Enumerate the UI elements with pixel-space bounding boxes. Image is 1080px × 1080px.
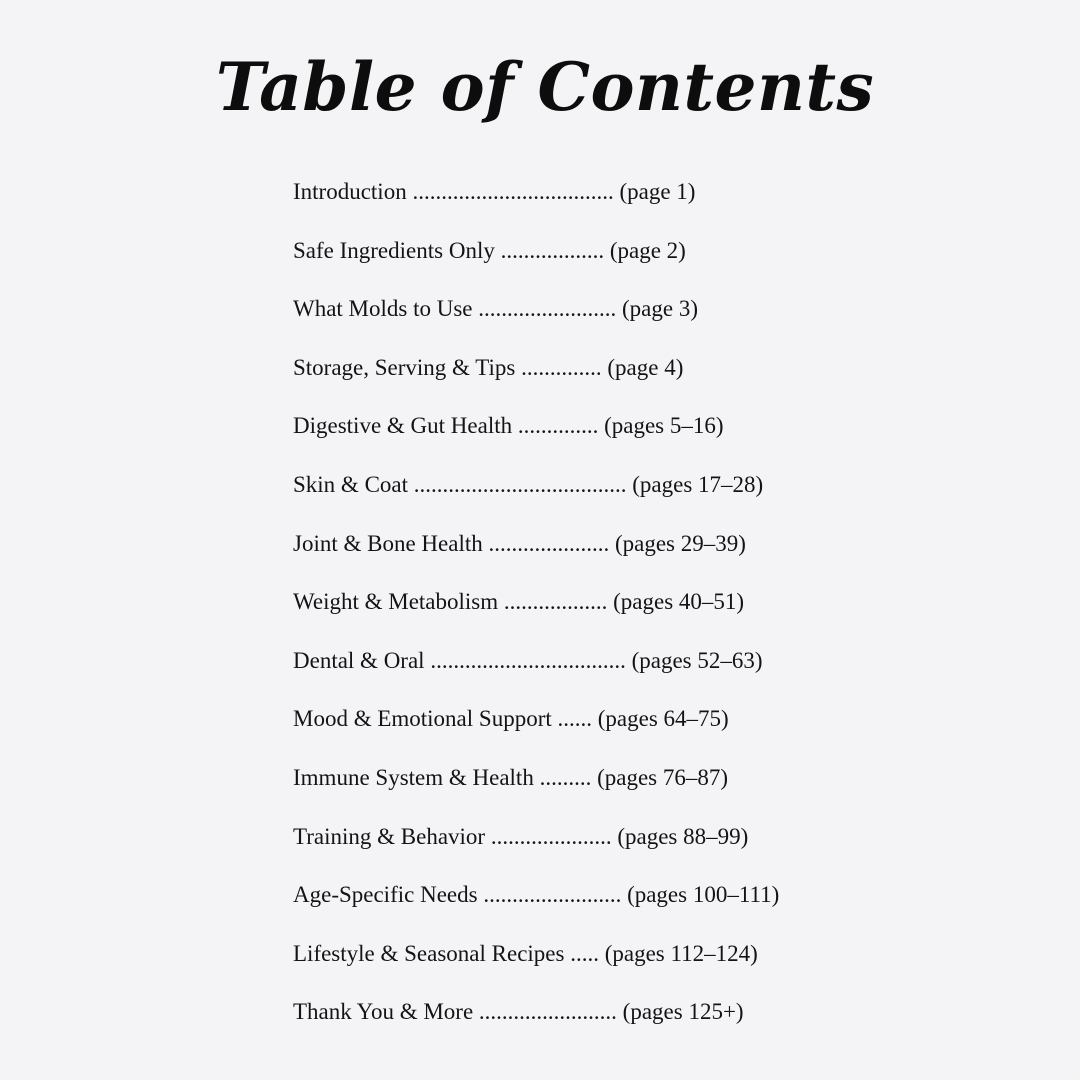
page-title: Table of Contents [215,48,875,126]
toc-entry-leader: ........................ [478,999,617,1025]
toc-entry [293,992,853,1051]
toc-entry-pages: (pages 100–111) [627,882,780,908]
toc-entry-pages: (pages 40–51) [613,589,745,615]
toc-entry-pages: (page 3) [622,296,699,322]
toc-entry-leader: ..................... [490,823,612,849]
toc-entry-label: Storage, Serving & Tips [293,354,516,380]
toc-entry-pages: (pages 64–75) [597,706,729,732]
toc-entry-leader: .................. [503,589,608,615]
toc-entry-leader: ........................ [478,296,617,322]
toc-entry-pages: (pages 112–124) [604,940,758,966]
toc-entry [293,582,853,641]
toc-entry-pages: (pages 125+) [622,999,744,1025]
toc-entry-label: Mood & Emotional Support [293,706,552,732]
toc-entry-label: Immune System & Health [293,764,534,790]
toc-entry-pages: (page 4) [607,354,684,380]
toc-entry-label: Dental & Oral [293,647,425,673]
toc-entry-label: Joint & Bone Health [293,530,483,556]
toc-entry-pages: (page 1) [619,179,696,204]
toc-entry-label: What Molds to Use [293,296,473,322]
toc-entry [293,465,853,524]
toc-entry-label: Digestive & Gut Health [293,413,513,439]
toc-entry-pages: (page 2) [609,237,686,263]
toc-entry-leader: ..... [570,940,599,966]
toc-entry [293,348,853,407]
toc-entry [293,289,853,348]
toc-entry-label: Weight & Metabolism [293,589,499,615]
toc-entry-leader: ........................ [483,882,622,908]
toc-entry-leader: ......... [539,764,592,790]
toc-entry-label: Skin & Coat [293,471,409,497]
toc-entry [293,406,853,465]
toc-entry-leader: .................. [500,237,605,263]
toc-entry-label: Safe Ingredients Only [293,237,495,263]
toc-entry-label: Thank You & More [293,999,474,1025]
toc-entry-leader: ...... [557,706,592,732]
toc-entry-pages: (pages 88–99) [617,823,749,849]
toc-list [293,172,853,1051]
toc-entry-leader: ..................................... [413,471,627,497]
toc-entry-leader: .............. [521,354,602,380]
toc-entry-leader: .................................. [430,647,626,673]
toc-entry [293,758,853,817]
toc-entry [293,524,853,583]
toc-entry-label: Introduction [293,179,407,204]
toc-entry-pages: (pages 29–39) [614,530,746,556]
toc-entry [293,641,853,700]
toc-entry-pages: (pages 5–16) [604,413,724,439]
toc-entry-leader: .............. [517,413,599,439]
toc-entry [293,231,853,290]
toc-entry-pages: (pages 52–63) [631,647,763,673]
toc-entry-pages: (pages 76–87) [597,764,729,790]
toc-entry-pages: (pages 17–28) [632,471,764,497]
toc-entry [293,699,853,758]
toc-entry-leader: ................................... [412,179,614,204]
toc-entry-leader: ..................... [488,530,610,556]
toc-entry-label: Training & Behavior [293,823,486,849]
toc-entry [293,172,853,231]
toc-entry [293,934,853,993]
toc-entry [293,817,853,876]
toc-entry-label: Age-Specific Needs [293,882,478,908]
toc-entry-label: Lifestyle & Seasonal Recipes [293,940,565,966]
toc-entry [293,875,853,934]
